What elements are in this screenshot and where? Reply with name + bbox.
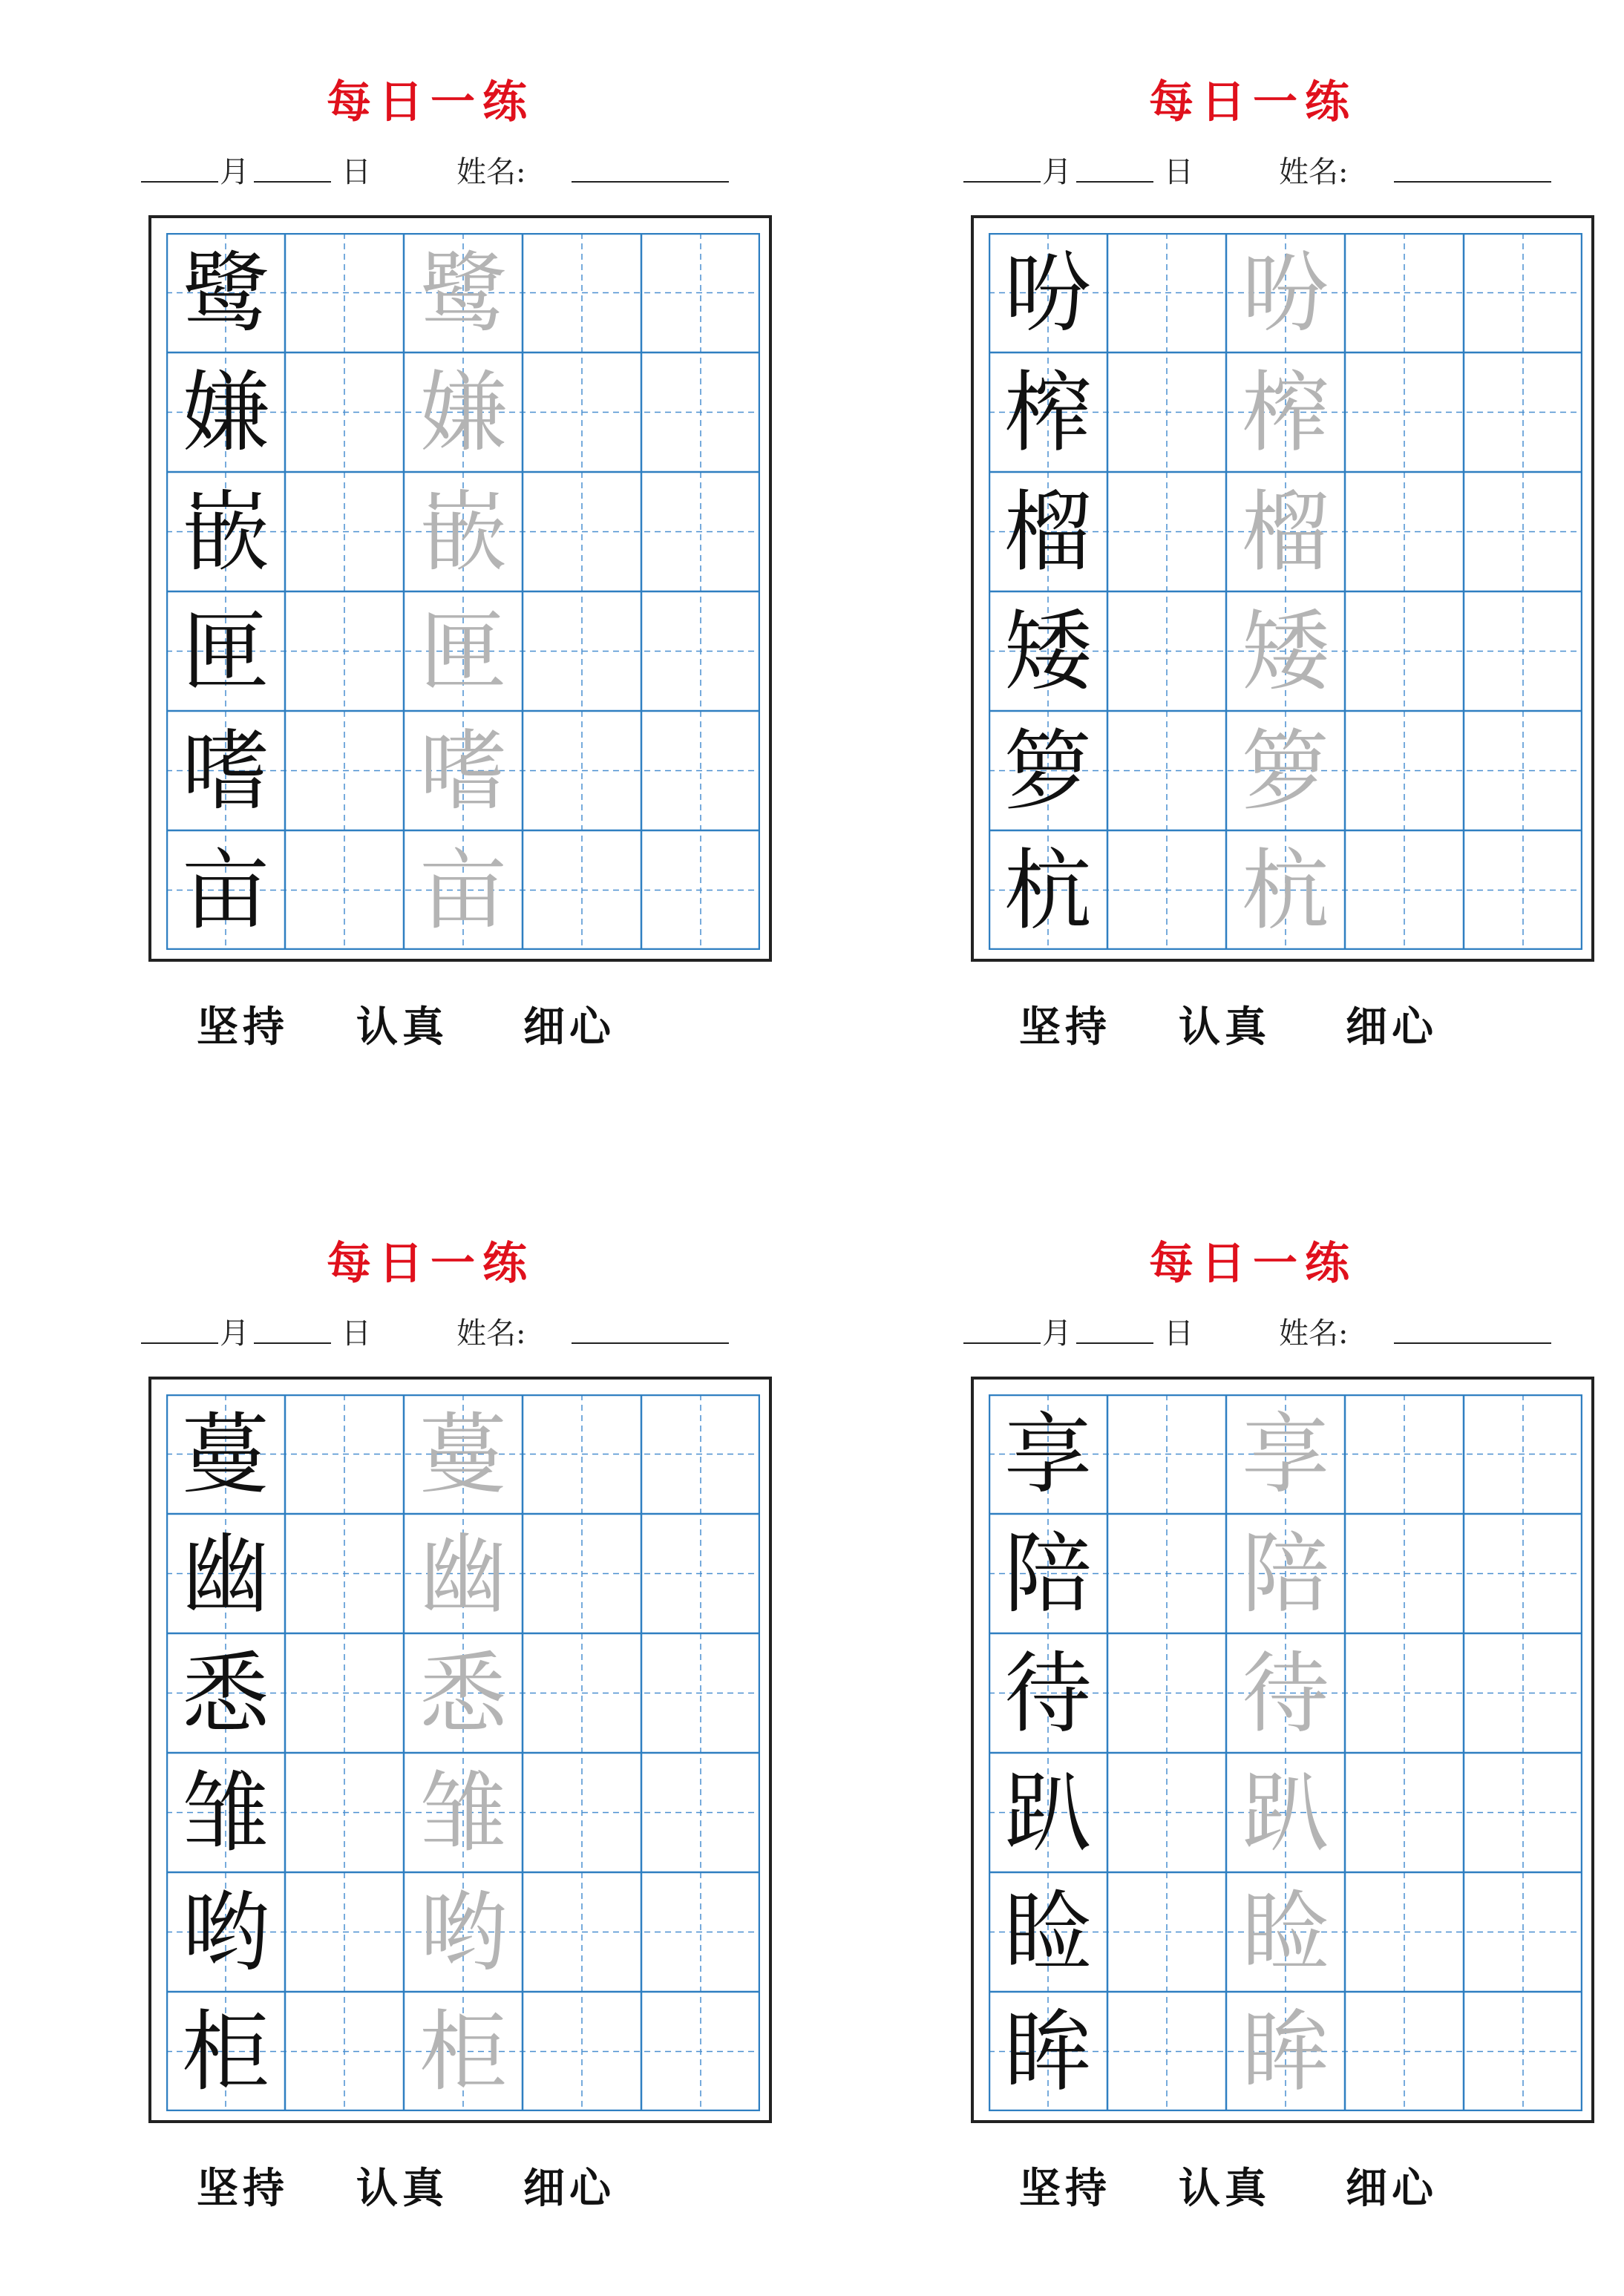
practice-cell[interactable] bbox=[1107, 1992, 1226, 2111]
practice-cell[interactable] bbox=[641, 472, 760, 591]
month-label: 月 bbox=[1042, 1316, 1072, 1351]
practice-cell[interactable] bbox=[1464, 1633, 1582, 1753]
practice-cell[interactable] bbox=[641, 1992, 760, 2111]
practice-cell[interactable] bbox=[1345, 711, 1464, 830]
practice-cell[interactable] bbox=[641, 1753, 760, 1872]
motto-word: 坚持 bbox=[1019, 2164, 1111, 2213]
practice-cell[interactable] bbox=[523, 1872, 641, 1992]
motto-word: 坚持 bbox=[1019, 1003, 1111, 1052]
card-title: 每日一练 bbox=[1149, 1238, 1357, 1290]
month-blank[interactable] bbox=[963, 148, 1041, 183]
practice-cell[interactable] bbox=[1345, 830, 1464, 950]
practice-cell[interactable] bbox=[1345, 1394, 1464, 1514]
practice-cell[interactable] bbox=[285, 591, 404, 711]
model-character: 鹭 bbox=[181, 241, 269, 344]
model-character: 睑 bbox=[1003, 1880, 1092, 1984]
date-name-line bbox=[882, 148, 1624, 193]
trace-character: 幽 bbox=[419, 1522, 507, 1625]
day-blank[interactable] bbox=[254, 1310, 331, 1344]
name-label: 姓名: bbox=[1279, 1316, 1349, 1351]
practice-cell[interactable] bbox=[641, 352, 760, 472]
month-blank[interactable] bbox=[141, 1310, 218, 1344]
motto-word: 坚持 bbox=[197, 2164, 289, 2213]
practice-cell[interactable] bbox=[523, 1753, 641, 1872]
practice-cell[interactable] bbox=[1464, 591, 1582, 711]
practice-cell[interactable] bbox=[1107, 1753, 1226, 1872]
model-character: 嗜 bbox=[181, 719, 269, 822]
card-title: 每日一练 bbox=[1149, 76, 1357, 128]
month-label: 月 bbox=[220, 155, 249, 189]
writing-grid bbox=[166, 233, 760, 950]
model-character: 待 bbox=[1003, 1641, 1092, 1745]
motto-word: 细心 bbox=[1346, 2164, 1438, 2213]
practice-cell[interactable] bbox=[523, 711, 641, 830]
practice-cell[interactable] bbox=[1345, 472, 1464, 591]
motto-word: 细心 bbox=[1346, 1003, 1438, 1052]
model-character: 嫌 bbox=[181, 361, 269, 464]
motto-word: 认真 bbox=[1179, 2164, 1271, 2213]
practice-cell[interactable] bbox=[523, 1514, 641, 1633]
writing-grid bbox=[989, 1394, 1582, 2111]
practice-cell[interactable] bbox=[285, 1394, 404, 1514]
model-character: 榴 bbox=[1003, 480, 1092, 583]
model-character: 杭 bbox=[1003, 839, 1092, 942]
practice-cell[interactable] bbox=[1464, 830, 1582, 950]
practice-cell[interactable] bbox=[285, 1992, 404, 2111]
practice-cell[interactable] bbox=[1345, 1633, 1464, 1753]
day-label: 日 bbox=[341, 1316, 371, 1351]
trace-character: 蔓 bbox=[419, 1403, 507, 1506]
motto-word: 细心 bbox=[523, 1003, 615, 1052]
writing-grid bbox=[989, 233, 1582, 950]
day-label: 日 bbox=[1164, 1316, 1194, 1351]
motto-word: 坚持 bbox=[197, 1003, 289, 1052]
practice-cell[interactable] bbox=[1464, 1753, 1582, 1872]
day-blank[interactable] bbox=[1076, 1310, 1153, 1344]
practice-cell[interactable] bbox=[1345, 352, 1464, 472]
practice-cell[interactable] bbox=[523, 830, 641, 950]
name-label: 姓名: bbox=[456, 1316, 526, 1351]
practice-cell[interactable] bbox=[1345, 1514, 1464, 1633]
trace-character: 趴 bbox=[1241, 1761, 1329, 1864]
practice-cell[interactable] bbox=[641, 711, 760, 830]
model-character: 幽 bbox=[181, 1522, 269, 1625]
date-name-line bbox=[59, 1310, 802, 1354]
trace-character: 享 bbox=[1241, 1403, 1329, 1506]
practice-cell[interactable] bbox=[285, 472, 404, 591]
date-name-line bbox=[882, 1310, 1624, 1354]
practice-cell[interactable] bbox=[1464, 1872, 1582, 1992]
practice-cell[interactable] bbox=[523, 1394, 641, 1514]
practice-cell[interactable] bbox=[641, 1872, 760, 1992]
practice-card bbox=[882, 1161, 1624, 2213]
motto-line bbox=[882, 994, 1624, 1052]
month-label: 月 bbox=[220, 1316, 249, 1351]
motto-word: 认真 bbox=[356, 2164, 448, 2213]
name-blank[interactable] bbox=[572, 1310, 729, 1344]
practice-cell[interactable] bbox=[641, 830, 760, 950]
trace-character: 嫌 bbox=[419, 361, 507, 464]
practice-cell[interactable] bbox=[1464, 352, 1582, 472]
trace-character: 悉 bbox=[419, 1641, 507, 1745]
practice-card bbox=[59, 1161, 802, 2213]
motto-line bbox=[882, 2156, 1624, 2213]
practice-cell[interactable] bbox=[1107, 711, 1226, 830]
practice-cell[interactable] bbox=[285, 711, 404, 830]
practice-cell[interactable] bbox=[285, 352, 404, 472]
trace-character: 嗜 bbox=[419, 719, 507, 822]
practice-cell[interactable] bbox=[1107, 472, 1226, 591]
trace-character: 嵌 bbox=[419, 480, 507, 583]
practice-cell[interactable] bbox=[1464, 1394, 1582, 1514]
practice-cell[interactable] bbox=[523, 472, 641, 591]
trace-character: 榨 bbox=[1241, 361, 1329, 464]
model-character: 亩 bbox=[181, 839, 269, 942]
practice-cell[interactable] bbox=[1107, 1633, 1226, 1753]
trace-character: 吩 bbox=[1241, 241, 1329, 344]
month-label: 月 bbox=[1042, 155, 1072, 189]
model-character: 哟 bbox=[181, 1880, 269, 1984]
practice-cell[interactable] bbox=[1464, 233, 1582, 352]
model-character: 吩 bbox=[1003, 241, 1092, 344]
practice-cell[interactable] bbox=[641, 591, 760, 711]
day-label: 日 bbox=[1164, 155, 1194, 189]
practice-cell[interactable] bbox=[285, 1633, 404, 1753]
trace-character: 睑 bbox=[1241, 1880, 1329, 1984]
day-blank[interactable] bbox=[254, 148, 331, 183]
practice-cell[interactable] bbox=[285, 1872, 404, 1992]
grid-frame bbox=[971, 1377, 1594, 2123]
practice-card bbox=[59, 0, 802, 1052]
trace-character: 雏 bbox=[419, 1761, 507, 1864]
date-name-line bbox=[59, 148, 802, 193]
practice-cell[interactable] bbox=[523, 352, 641, 472]
practice-cell[interactable] bbox=[1107, 1394, 1226, 1514]
practice-cell[interactable] bbox=[523, 1633, 641, 1753]
trace-character: 柜 bbox=[419, 2000, 507, 2103]
practice-cell[interactable] bbox=[285, 233, 404, 352]
model-character: 柜 bbox=[181, 2000, 269, 2103]
practice-cell[interactable] bbox=[1107, 352, 1226, 472]
practice-cell[interactable] bbox=[641, 1394, 760, 1514]
trace-character: 箩 bbox=[1241, 719, 1329, 822]
trace-character: 矮 bbox=[1241, 600, 1329, 703]
model-character: 趴 bbox=[1003, 1761, 1092, 1864]
name-label: 姓名: bbox=[1279, 155, 1349, 189]
model-character: 蔓 bbox=[181, 1403, 269, 1506]
practice-cell[interactable] bbox=[1345, 1992, 1464, 2111]
grid-frame bbox=[148, 1377, 772, 2123]
trace-character: 待 bbox=[1241, 1641, 1329, 1745]
grid-frame bbox=[148, 215, 772, 962]
practice-cell[interactable] bbox=[1345, 591, 1464, 711]
practice-cell[interactable] bbox=[523, 233, 641, 352]
trace-character: 鹭 bbox=[419, 241, 507, 344]
motto-word: 细心 bbox=[523, 2164, 615, 2213]
grid-frame bbox=[971, 215, 1594, 962]
trace-character: 匣 bbox=[419, 600, 507, 703]
model-character: 榨 bbox=[1003, 361, 1092, 464]
practice-cell[interactable] bbox=[1345, 233, 1464, 352]
model-character: 享 bbox=[1003, 1403, 1092, 1506]
day-blank[interactable] bbox=[1076, 148, 1153, 183]
practice-cell[interactable] bbox=[1345, 1872, 1464, 1992]
practice-cell[interactable] bbox=[641, 1514, 760, 1633]
practice-cell[interactable] bbox=[1107, 1872, 1226, 1992]
trace-character: 亩 bbox=[419, 839, 507, 942]
practice-cell[interactable] bbox=[1464, 711, 1582, 830]
day-label: 日 bbox=[341, 155, 371, 189]
month-blank[interactable] bbox=[963, 1310, 1041, 1344]
practice-cell[interactable] bbox=[1107, 233, 1226, 352]
practice-cell[interactable] bbox=[641, 233, 760, 352]
practice-cell[interactable] bbox=[285, 1753, 404, 1872]
model-character: 矮 bbox=[1003, 600, 1092, 703]
practice-card bbox=[882, 0, 1624, 1052]
card-title: 每日一练 bbox=[327, 76, 534, 128]
trace-character: 杭 bbox=[1241, 839, 1329, 942]
practice-cell[interactable] bbox=[523, 1992, 641, 2111]
name-label: 姓名: bbox=[456, 155, 526, 189]
trace-character: 哟 bbox=[419, 1880, 507, 1984]
writing-grid bbox=[166, 1394, 760, 2111]
practice-cell[interactable] bbox=[1107, 830, 1226, 950]
card-title: 每日一练 bbox=[327, 1238, 534, 1290]
trace-character: 陪 bbox=[1241, 1522, 1329, 1625]
trace-character: 眸 bbox=[1241, 2000, 1329, 2103]
motto-word: 认真 bbox=[1179, 1003, 1271, 1052]
motto-line bbox=[59, 2156, 802, 2213]
model-character: 匣 bbox=[181, 600, 269, 703]
name-blank[interactable] bbox=[1394, 148, 1551, 183]
practice-cell[interactable] bbox=[641, 1633, 760, 1753]
trace-character: 榴 bbox=[1241, 480, 1329, 583]
month-blank[interactable] bbox=[141, 148, 218, 183]
practice-cell[interactable] bbox=[1345, 1753, 1464, 1872]
name-blank[interactable] bbox=[1394, 1310, 1551, 1344]
model-character: 陪 bbox=[1003, 1522, 1092, 1625]
motto-word: 认真 bbox=[356, 1003, 448, 1052]
name-blank[interactable] bbox=[572, 148, 729, 183]
practice-cell[interactable] bbox=[523, 591, 641, 711]
motto-line bbox=[59, 994, 802, 1052]
practice-cell[interactable] bbox=[1107, 591, 1226, 711]
practice-cell[interactable] bbox=[1464, 1514, 1582, 1633]
practice-cell[interactable] bbox=[285, 830, 404, 950]
model-character: 眸 bbox=[1003, 2000, 1092, 2103]
model-character: 箩 bbox=[1003, 719, 1092, 822]
model-character: 嵌 bbox=[181, 480, 269, 583]
practice-cell[interactable] bbox=[1107, 1514, 1226, 1633]
model-character: 雏 bbox=[181, 1761, 269, 1864]
practice-cell[interactable] bbox=[1464, 472, 1582, 591]
model-character: 悉 bbox=[181, 1641, 269, 1745]
practice-cell[interactable] bbox=[1464, 1992, 1582, 2111]
practice-cell[interactable] bbox=[285, 1514, 404, 1633]
